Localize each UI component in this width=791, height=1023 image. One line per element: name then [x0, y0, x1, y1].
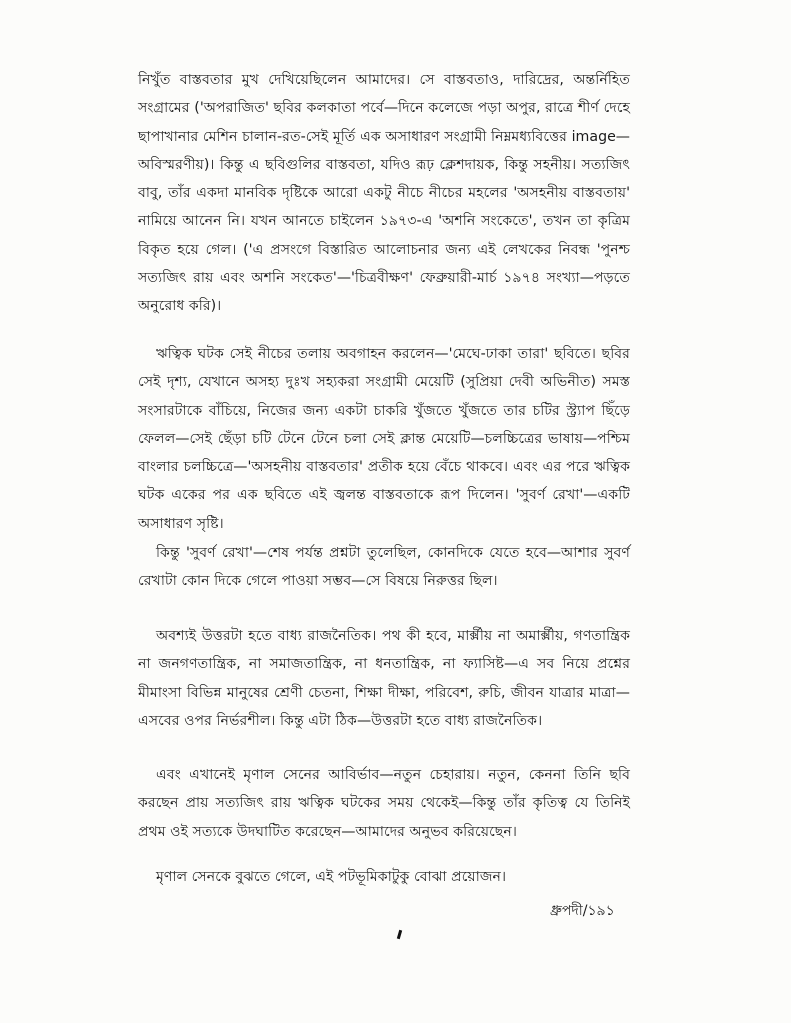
paragraph-1-text: নিখুঁত বাস্তবতার মুখ দেখিয়েছিলেন আমাদের। সে বাস্তবতাও, দারিদ্রের, অন্তর্নিহিত সংগ্রামের ('অপরাজিত' ছবির কলকাতা পর্বে—দিনে কলেজে পড়া অপুর, রাত্রে শীর্ণ দেহে ছাপাখানার মেশিন চালান-রত-সেই মূর্তি এক অসাধারণ সংগ্রামী নিম্নমধ্যবিত্তের image—অবিস্মরণীয়)। কিন্তু এ ছবিগুলির বাস্তবতা, যদিও রূঢ় ক্লেশদায়ক, কিন্তু সহনীয়। সত্যজিৎ বাবু, তাঁর একদা মানবিক দৃষ্টিকে আরো একটু নীচে নীচের মহলের 'অসহনীয় বাস্তবতায়' নামিয়ে আনেন নি। যখন আনতে চাইলেন ১৯৭৩-এ 'অশনি সংকেতে', তখন তা কৃত্রিম বিকৃত হয়ে গেল। ('এ প্রসংগে বিস্তারিত আলোচনার জন্য এই লেখকের নিবন্ধ 'পুনশ্চ সত্যজিৎ রায় এবং অশনি সংকেত'—'চিত্রবীক্ষণ' ফেব্রুয়ারী-মার্চ ১৯৭৪ সংখ্যা—পড়তে অনুরোধ করি)।	[138, 72, 630, 315]
paragraph-2	[138, 340, 630, 538]
paragraph-4-text: অবশ্যই উত্তরটা হতে বাধ্য রাজনৈতিক। পথ কী হবে, মার্ক্সীয় না অমার্ক্সীয়, গণতান্ত্রিক না জনগণতান্ত্রিক, না সমাজতান্ত্রিক, না ধনতান্ত্রিক, না ফ্যাসিষ্ট—এ সব নিয়ে প্রশ্নের মীমাংসা বিভিন্ন মানুষের শ্রেণী চেতনা, শিক্ষা দীক্ষা, পরিবেশ, রুচি, জীবন যাত্রার মাত্রা—এসবের ওপর নির্ভরশীল। কিন্তু এটা ঠিক—উত্তরটা হতে বাধ্য রাজনৈতিক।	[138, 628, 630, 729]
paragraph-5-text: এবং এখানেই মৃণাল সেনের আবির্ভাব—নতুন চেহারায়। নতুন, কেননা তিনি ছবি করছেন প্রায় সত্যজিৎ রায় ঋত্বিক ঘটকের সময় থেকেই—কিন্তু তাঁর কৃতিত্ব যে তিনিই প্রথম ওই সত্যকে উদঘাটিত করেছেন—আমাদের অনুভব করিয়েছেন।	[138, 767, 630, 840]
paragraph-6	[138, 863, 630, 891]
paragraph-4	[138, 622, 630, 735]
paragraph-2-text: ঋত্বিক ঘটক সেই নীচের তলায় অবগাহন করলেন—'মেঘে-ঢাকা তারা' ছবিতে। ছবির সেই দৃশ্য, যেখানে অসহ্য দুঃখ সহ্যকরা সংগ্রামী মেয়েটি (সুপ্রিয়া দেবী অভিনীত) সমস্ত সংসারটাকে বাঁচিয়ে, নিজের জন্য একটা চাকরি খুঁজতে খুঁজতে তার চটির স্ট্র্যাপ ছিঁড়ে ফেলল—সেই ছেঁড়া চটি টেনে টেনে চলা সেই ক্লান্ত মেয়েটি—চলচ্চিত্রের ভাষায়—পশ্চিম বাংলার চলচ্চিত্রে—'অসহনীয় বাস্তবতার' প্রতীক হয়ে বেঁচে থাকবে। এবং এর পরে ঋত্বিক ঘটক একের পর এক ছবিতে এই জ্বলন্ত বাস্তবতাকে রূপ দিলেন। 'সুবর্ণ রেখা'—একটি অসাধারণ সৃষ্টি।	[138, 346, 630, 532]
paragraph-3-text: কিন্তু 'সুবর্ণ রেখা'—শেষ পর্যন্ত প্রশ্নটা তুলেছিল, কোনদিকে যেতে হবে—আশার সুবর্ণ রেখাটা কোন দিকে গেলে পাওয়া সম্ভব—সে বিষয়ে নিরুত্তর ছিল।	[138, 545, 630, 590]
paragraph-6-text: মৃণাল সেনকে বুঝতে গেলে, এই পটভূমিকাটুকু বোঝা প্রয়োজন।	[156, 869, 507, 885]
paragraph-5	[138, 761, 630, 846]
paragraph-1	[138, 66, 630, 321]
paragraph-3	[138, 539, 630, 596]
ink-mark	[397, 930, 402, 939]
page-number-label: ধ্রুপদী/১৯১	[550, 903, 615, 919]
